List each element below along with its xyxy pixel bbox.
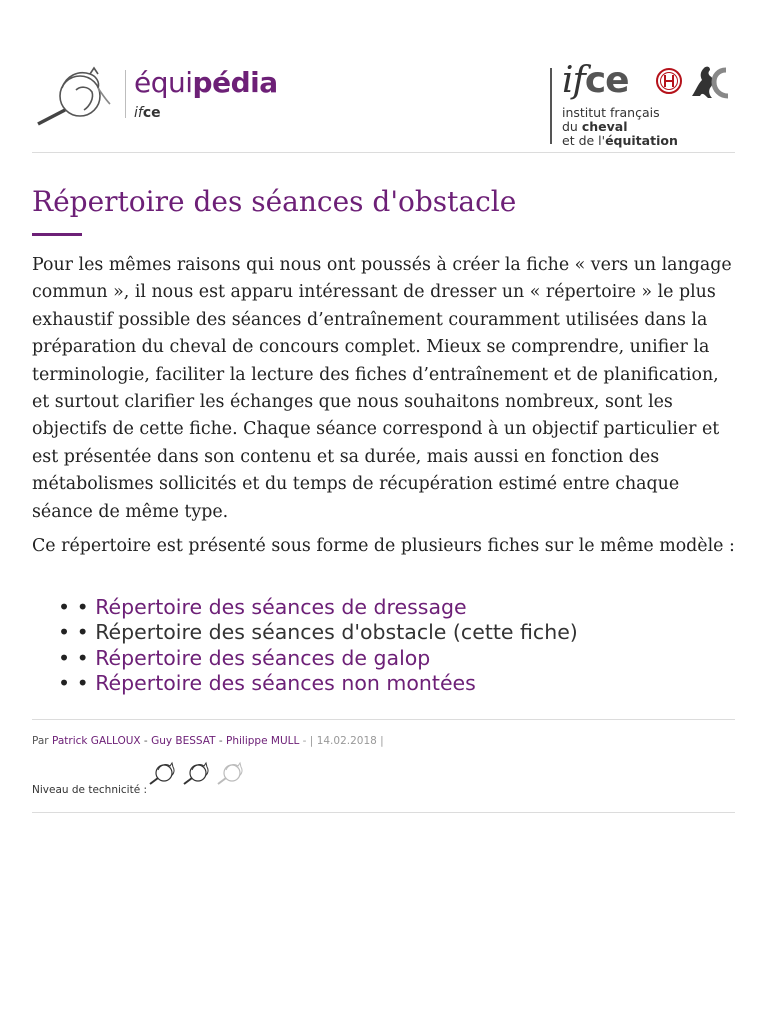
subbrand-italic: if bbox=[134, 105, 143, 121]
subbrand-bold: ce bbox=[142, 105, 161, 121]
horse-magnifier-icon bbox=[147, 760, 179, 786]
rearing-horse-icon bbox=[688, 62, 734, 102]
author-link[interactable]: Guy BESSAT bbox=[151, 735, 216, 747]
author-sep: - bbox=[215, 735, 227, 747]
date-prefix: - | bbox=[299, 735, 317, 747]
list-item bbox=[58, 671, 578, 696]
bullet: • • bbox=[58, 645, 89, 670]
equipedia-logo[interactable] bbox=[32, 60, 124, 130]
link-galop[interactable]: Répertoire des séances de galop bbox=[95, 645, 431, 670]
title-underline bbox=[32, 233, 82, 236]
link-dressage[interactable]: Répertoire des séances de dressage bbox=[95, 595, 467, 619]
logo-divider bbox=[125, 70, 126, 118]
byline-prefix: Par bbox=[32, 735, 49, 747]
meta-divider bbox=[32, 719, 735, 720]
ifce-wordmark bbox=[562, 60, 629, 101]
bullet: • • bbox=[58, 595, 89, 619]
ifce-bar bbox=[550, 68, 552, 144]
horse-magnifier-icon bbox=[215, 760, 247, 786]
date-suffix: | bbox=[376, 735, 384, 747]
horse-magnifier-icon bbox=[32, 60, 124, 130]
ifce-line-2 bbox=[562, 120, 678, 134]
ifce-line-2b: cheval bbox=[581, 119, 628, 134]
wordmark-light: équi bbox=[134, 66, 193, 99]
ifce-bold: ce bbox=[584, 60, 629, 101]
intro-paragraph: Pour les mêmes raisons qui nous ont poussés à créer la fiche « vers un langage commun », il nous est apparu intéressant de dresser un « répertoire » le plus exhaustif possible des séances d’entraînement couramment utilisées dans la préparation du cheval de concours complet. Mieux se comprendre, unifier la terminologie, faciliter la lecture des fiches d’entraînement et de planification, et surtout clarifier les échanges que nous souhaitons nombreux, sont les objectifs de cette fiche. Chaque séance correspond à un objectif particulier et est présentée dans son contenu et sa durée, mais aussi en fonction des métabolismes sollicités et du temps de récupération estimé entre chaque séance de même type. bbox=[32, 255, 732, 522]
ifce-line-3a: et de l' bbox=[562, 133, 606, 148]
technicity-label: Niveau de technicité : bbox=[32, 784, 148, 796]
page-header bbox=[32, 60, 735, 150]
technicity-icons bbox=[147, 760, 247, 786]
list-intro-paragraph: Ce répertoire est présenté sous forme de plusieurs fiches sur le même modèle : bbox=[32, 536, 735, 556]
author-link[interactable]: Patrick GALLOUX bbox=[51, 735, 141, 747]
ifce-tagline bbox=[562, 106, 678, 148]
footer-divider bbox=[32, 812, 735, 813]
ifce-line-3 bbox=[562, 134, 678, 148]
link-non-montees[interactable]: Répertoire des séances non montées bbox=[95, 670, 476, 695]
page-title: Répertoire des séances d'obstacle bbox=[32, 185, 517, 218]
ifce-line-3b: équitation bbox=[605, 133, 678, 148]
haras-seal-icon bbox=[654, 66, 684, 96]
ifce-logo[interactable] bbox=[550, 60, 735, 150]
list-item bbox=[58, 595, 578, 620]
header-divider bbox=[32, 152, 735, 153]
publish-date: 14.02.2018 bbox=[316, 735, 377, 747]
ifce-italic: if bbox=[562, 60, 585, 101]
equipedia-subbrand bbox=[134, 105, 161, 121]
fiches-list bbox=[58, 595, 578, 696]
author-sep: - bbox=[140, 735, 152, 747]
byline bbox=[32, 735, 384, 747]
horse-magnifier-icon bbox=[181, 760, 213, 786]
bullet: • • bbox=[58, 670, 89, 695]
bullet: • • bbox=[58, 620, 89, 645]
list-item bbox=[58, 646, 578, 671]
ifce-line-1: institut français bbox=[562, 105, 660, 120]
current-fiche-label: Répertoire des séances d'obstacle (cette fiche) bbox=[95, 620, 578, 645]
wordmark-bold: pédia bbox=[192, 66, 278, 99]
ifce-line-2a: du bbox=[562, 119, 582, 134]
equipedia-wordmark bbox=[134, 66, 278, 99]
list-item bbox=[58, 620, 578, 645]
author-link[interactable]: Philippe MULL bbox=[226, 735, 300, 747]
